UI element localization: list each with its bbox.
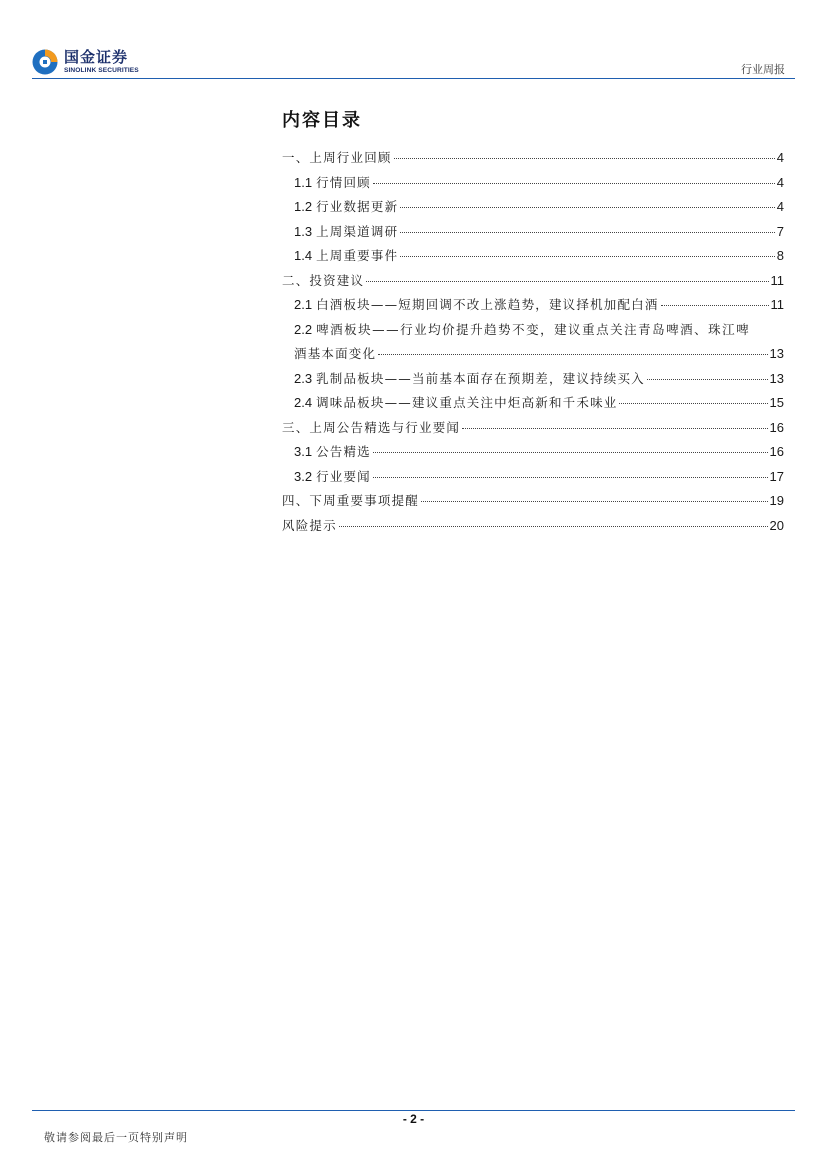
footer-disclaimer: 敬请参阅最后一页特别声明 — [44, 1131, 188, 1144]
report-type-label: 行业周报 — [741, 63, 785, 76]
toc-entry-page: 15 — [769, 395, 784, 410]
toc-entry[interactable] — [282, 391, 784, 416]
toc-leader — [378, 354, 767, 355]
table-of-contents — [282, 106, 784, 538]
sinolink-logo-icon — [32, 49, 58, 75]
toc-entry-label: 乳制品板块——当前基本面存在预期差，建议持续买入 — [316, 370, 645, 386]
toc-entry[interactable] — [282, 318, 784, 367]
toc-leader — [394, 158, 775, 159]
toc-entry-number: 3.1 — [294, 444, 313, 459]
toc-entry-page: 16 — [769, 444, 784, 459]
toc-leader — [373, 452, 768, 453]
toc-entry-label: 啤酒板块——行业均价提升趋势不变，建议重点关注青岛啤酒、珠江啤 — [316, 321, 751, 337]
page-header — [0, 0, 827, 80]
toc-entry[interactable] — [282, 465, 784, 490]
toc-entry-label: 白酒板块——短期回调不改上涨趋势，建议择机加配白酒 — [316, 297, 659, 312]
toc-entry-label: 行情回顾 — [316, 174, 371, 190]
toc-leader — [421, 501, 768, 502]
toc-entry[interactable] — [282, 195, 784, 220]
toc-leader — [462, 428, 767, 429]
toc-entry-page: 4 — [776, 174, 784, 190]
toc-entry-page: 13 — [769, 370, 784, 386]
page-number: - 2 - — [402, 1112, 425, 1126]
toc-leader — [366, 281, 768, 282]
toc-entry-label: 公告精选 — [316, 444, 371, 459]
toc-entry-number: 2.3 — [294, 370, 313, 386]
toc-leader — [400, 207, 774, 208]
toc-entry-page: 17 — [769, 468, 784, 484]
toc-entry[interactable] — [282, 514, 784, 539]
toc-entry-label: 四、下周重要事项提醒 — [282, 493, 420, 508]
toc-entry[interactable] — [282, 171, 784, 196]
toc-entry-page: 4 — [776, 150, 784, 165]
toc-title: 内容目录 — [282, 110, 362, 131]
toc-list — [282, 146, 784, 538]
toc-entry-page: 16 — [769, 419, 784, 435]
toc-entry-label: 行业要闻 — [316, 468, 371, 484]
toc-leader — [373, 477, 768, 478]
toc-entry[interactable] — [282, 489, 784, 514]
toc-entry-label: 上周渠道调研 — [316, 223, 399, 239]
toc-leader — [400, 256, 774, 257]
toc-entry[interactable] — [282, 367, 784, 392]
logo-chinese-name: 国金证券 — [64, 47, 129, 66]
toc-entry-page: 7 — [776, 223, 784, 239]
toc-entry-page: 13 — [769, 346, 784, 361]
toc-entry-label: 上周重要事件 — [316, 248, 399, 263]
toc-entry[interactable] — [282, 146, 784, 171]
toc-leader — [661, 305, 769, 306]
toc-leader — [619, 403, 767, 404]
toc-entry-number: 1.4 — [294, 248, 313, 263]
toc-entry-number: 3.2 — [294, 468, 313, 484]
toc-entry[interactable] — [282, 269, 784, 294]
toc-entry-label: 二、投资建议 — [282, 272, 365, 288]
header-divider — [32, 78, 795, 79]
toc-entry[interactable] — [282, 440, 784, 465]
toc-entry-label: 调味品板块——建议重点关注中炬高新和千禾味业 — [316, 395, 618, 410]
toc-entry-page: 11 — [770, 272, 784, 288]
toc-entry-number: 1.3 — [294, 223, 313, 239]
toc-entry-page: 11 — [770, 297, 784, 312]
toc-entry-number: 2.4 — [294, 395, 313, 410]
toc-leader — [647, 379, 768, 380]
toc-entry-label: 行业数据更新 — [316, 199, 399, 214]
logo-english-name: SINOLINK SECURITIES — [64, 66, 139, 74]
toc-entry[interactable] — [282, 416, 784, 441]
toc-entry-label: 风险提示 — [282, 517, 337, 533]
toc-entry-label: 一、上周行业回顾 — [282, 150, 392, 165]
toc-leader — [339, 526, 768, 527]
toc-entry[interactable] — [282, 293, 784, 318]
toc-entry-label-continued: 酒基本面变化 — [294, 346, 377, 361]
toc-entry-page: 19 — [769, 493, 784, 508]
toc-entry-page: 20 — [769, 517, 784, 533]
toc-entry-label: 三、上周公告精选与行业要闻 — [282, 419, 461, 435]
toc-entry-page: 4 — [776, 199, 784, 214]
toc-leader — [400, 232, 774, 233]
toc-entry-number: 1.2 — [294, 199, 313, 214]
footer-divider — [32, 1110, 795, 1111]
toc-entry-page: 8 — [776, 248, 784, 263]
toc-entry-number: 1.1 — [294, 174, 313, 190]
toc-entry-number: 2.2 — [294, 321, 313, 337]
toc-entry-number: 2.1 — [294, 297, 313, 312]
toc-entry[interactable] — [282, 244, 784, 269]
company-logo — [32, 47, 139, 77]
toc-entry[interactable] — [282, 220, 784, 245]
toc-leader — [373, 183, 775, 184]
